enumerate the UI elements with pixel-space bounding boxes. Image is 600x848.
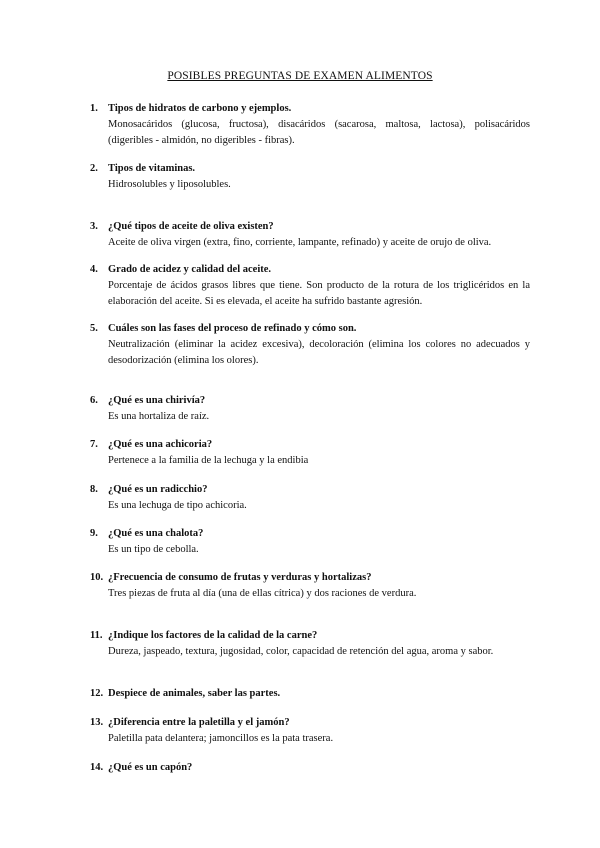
question-text: ¿Qué es una chirivía? — [108, 395, 206, 406]
question-item — [90, 526, 530, 558]
question-number: 9. — [90, 528, 98, 539]
question-item — [90, 715, 530, 747]
question-number: 11. — [90, 630, 103, 641]
question-number: 10. — [90, 572, 104, 583]
question-text: Grado de acidez y calidad del aceite. — [108, 264, 272, 275]
question-number: 2. — [90, 163, 98, 174]
question-number: 14. — [90, 762, 104, 773]
question-text: ¿Frecuencia de consumo de frutas y verduras y hortalizas? — [108, 572, 372, 583]
answer-text: Pertenece a la familia de la lechuga y la endibia — [108, 455, 309, 466]
question-text: ¿Qué tipos de aceite de oliva existen? — [108, 221, 274, 232]
document-title: POSIBLES PREGUNTAS DE EXAMEN ALIMENTOS — [167, 70, 433, 82]
question-number: 5. — [90, 323, 98, 334]
answer-text: Dureza, jaspeado, textura, jugosidad, color, capacidad de retención del agua, aroma y sabor. — [108, 646, 494, 657]
question-number: 13. — [90, 717, 104, 728]
answer-text: Es un tipo de cebolla. — [108, 544, 199, 555]
question-item — [90, 262, 530, 310]
question-text: ¿Qué es una achicoria? — [108, 439, 213, 450]
question-item — [90, 686, 530, 702]
question-text: ¿Qué es un capón? — [108, 762, 193, 773]
question-item — [90, 437, 530, 469]
answer-text: Paletilla pata delantera; jamoncillos es la pata trasera. — [108, 733, 334, 744]
question-number: 3. — [90, 221, 98, 232]
question-text: ¿Qué es un radicchio? — [108, 484, 208, 495]
answer-text: Hidrosolubles y liposolubles. — [108, 179, 231, 190]
answer-text: Es una lechuga de tipo achicoria. — [108, 500, 247, 511]
question-text: Cuáles son las fases del proceso de refinado y cómo son. — [108, 323, 357, 334]
question-item — [90, 393, 530, 425]
answer-text: Tres piezas de fruta al día (una de ellas cítrica) y dos raciones de verdura. — [108, 588, 417, 599]
question-number: 12. — [90, 688, 104, 699]
question-number: 8. — [90, 484, 98, 495]
question-number: 4. — [90, 264, 98, 275]
question-text: Tipos de hidratos de carbono y ejemplos. — [108, 103, 292, 114]
question-text: Tipos de vitaminas. — [108, 163, 196, 174]
answer-text: Es una hortaliza de raíz. — [108, 411, 210, 422]
question-text: ¿Indique los factores de la calidad de la carne? — [108, 630, 318, 641]
question-text: ¿Diferencia entre la paletilla y el jamón? — [108, 717, 290, 728]
question-text: Despiece de animales, saber las partes. — [108, 688, 281, 699]
question-item — [90, 570, 530, 602]
question-item — [90, 760, 530, 776]
answer-text: Monosacáridos (glucosa, fructosa), disacáridos (sacarosa, maltosa, lactosa), polisacáridos (digeribles - almidón, no digeribles - fibras). — [108, 119, 530, 146]
answer-text: Neutralización (eliminar la acidez excesiva), decoloración (elimina los colores no adecuados y desodorización (elimina los olores). — [108, 339, 530, 366]
answer-text: Aceite de oliva virgen (extra, fino, corriente, lampante, refinado) y aceite de orujo de oliva. — [108, 237, 492, 248]
answer-text: Porcentaje de ácidos grasos libres que tiene. Son producto de la rotura de los triglicéridos en la elaboración del aceite. Si es elevada, el aceite ha sufrido bastante agresión. — [108, 280, 530, 307]
question-item — [90, 321, 530, 369]
question-number: 7. — [90, 439, 98, 450]
question-number: 6. — [90, 395, 98, 406]
question-text: ¿Qué es una chalota? — [108, 528, 204, 539]
question-item — [90, 482, 530, 514]
question-item — [90, 628, 530, 660]
question-number: 1. — [90, 103, 98, 114]
question-item — [90, 161, 530, 193]
question-item — [90, 219, 530, 251]
question-item — [90, 101, 530, 149]
